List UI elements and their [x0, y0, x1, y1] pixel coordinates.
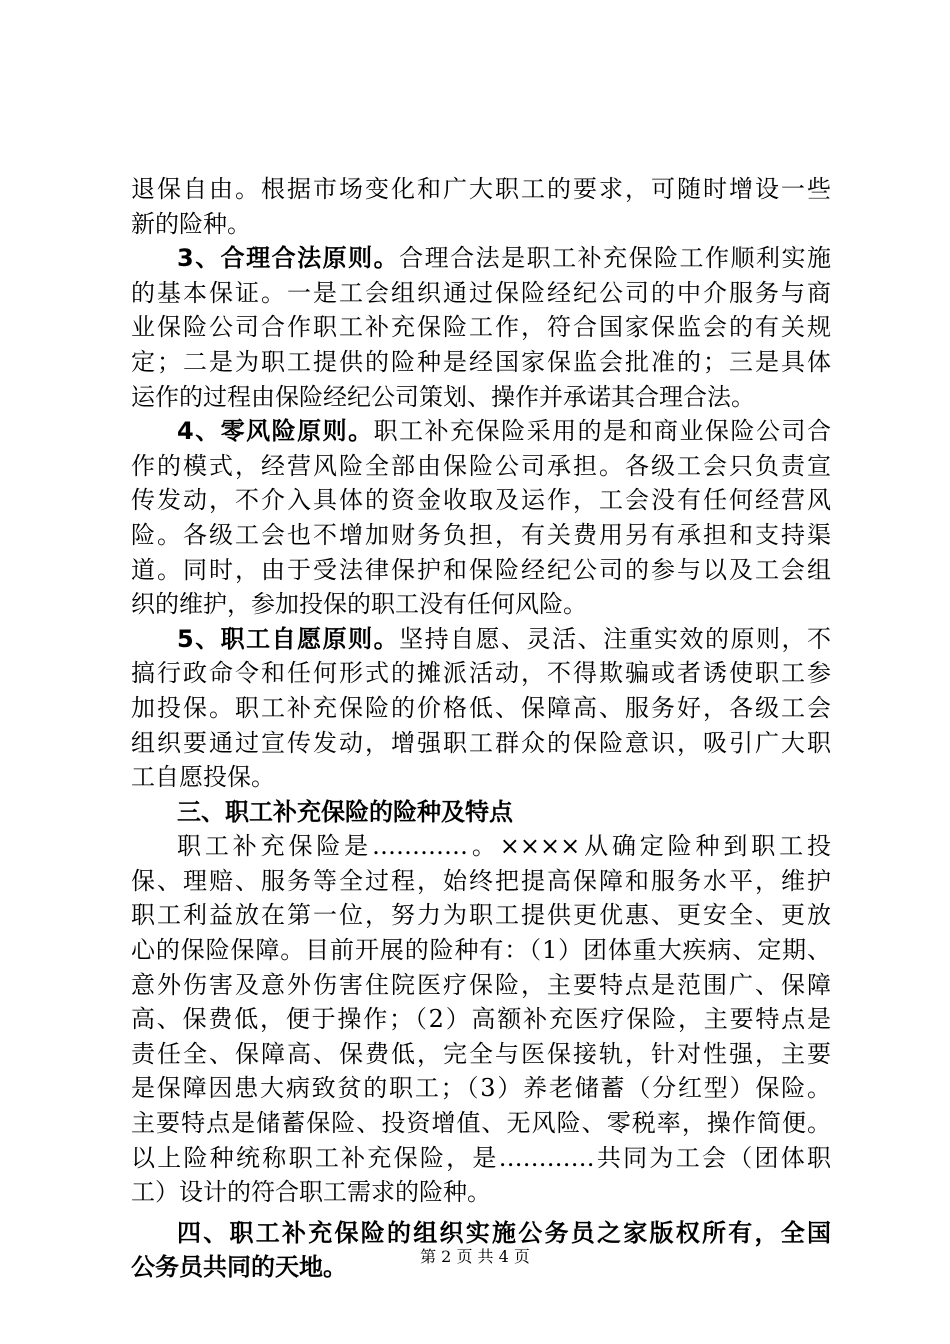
text-line: 传发动，不介入具体的资金收取及运作，工会没有任何经营风 — [131, 486, 831, 515]
section-heading-continuation: 公务员共同的天地。 — [131, 1253, 347, 1282]
text-line: 是保障因患大病致贫的职工；（3）养老储蓄（分红型）保险。 — [131, 1074, 831, 1103]
text-line: 运作的过程由保险经纪公司策划、操作并承诺其合理合法。 — [131, 382, 755, 411]
text-line: 以上险种统称职工补充保险，是…………共同为工会（团体职 — [131, 1143, 831, 1172]
text-span: 坚持自愿、灵活、注重实效的原则，不 — [399, 624, 832, 653]
principle-heading: 5、职工自愿原则。 — [177, 624, 400, 653]
text-line: 保、理赔、服务等全过程，始终把提高保障和服务水平，维护 — [131, 866, 831, 895]
text-line: 搞行政命令和任何形式的摊派活动，不得欺骗或者诱使职工参 — [131, 659, 831, 688]
paragraph-first-line — [131, 414, 831, 449]
paragraph-first-line — [131, 622, 831, 657]
text-line: 意外伤害及意外伤害住院医疗保险，主要特点是范围广、保障 — [131, 970, 831, 999]
text-line: 退保自由。根据市场变化和广大职工的要求，可随时增设一些 — [131, 175, 831, 203]
section-heading: 四、职工补充保险的组织实施公务员之家版权所有，全国 — [177, 1218, 831, 1247]
text-line: 织的维护，参加投保的职工没有任何风险。 — [131, 590, 587, 619]
text-line: 的基本保证。一是工会组织通过保险经纪公司的中介服务与商 — [131, 278, 831, 307]
text-line: 加投保。职工补充保险的价格低、保障高、服务好，各级工会 — [131, 693, 831, 722]
text-line: 高、保费低，便于操作；（2）高额补充医疗保险，主要特点是 — [131, 1005, 831, 1034]
paragraph-first-line: 职工补充保险是…………。××××从确定险种到职工投 — [177, 832, 831, 861]
text-span: 职工补充保险采用的是和商业保险公司合 — [373, 417, 832, 446]
text-line: 新的险种。 — [131, 209, 251, 238]
text-line: 定；二是为职工提供的险种是经国家保监会批准的；三是具体 — [131, 347, 831, 376]
text-line: 组织要通过宣传发动，增强职工群众的保险意识，吸引广大职 — [131, 728, 831, 757]
principle-heading: 3、合理合法原则。 — [177, 244, 400, 273]
text-line: 责任全、保障高、保费低，完全与医保接轨，针对性强，主要 — [131, 1039, 831, 1068]
text-line: 险。各级工会也不增加财务负担，有关费用另有承担和支持渠 — [131, 520, 831, 549]
text-line: 职工利益放在第一位，努力为职工提供更优惠、更安全、更放 — [131, 901, 831, 930]
page-footer: 第 2 页 共 4 页 — [420, 1247, 530, 1266]
principle-heading: 4、零风险原则。 — [177, 417, 374, 446]
text-span: 合理合法是职工补充保险工作顺利实施 — [399, 244, 832, 273]
text-line: 道。同时，由于受法律保护和保险经纪公司的参与以及工会组 — [131, 555, 831, 584]
section-heading: 三、职工补充保险的险种及特点 — [177, 797, 513, 826]
text-line: 心的保险保障。目前开展的险种有：（1）团体重大疾病、定期、 — [131, 936, 831, 965]
text-line: 业保险公司合作职工补充保险工作，符合国家保监会的有关规 — [131, 313, 831, 342]
text-line: 工自愿投保。 — [131, 763, 275, 792]
paragraph-first-line — [131, 241, 831, 276]
document-body — [131, 172, 831, 1285]
text-line: 主要特点是储蓄保险、投资增值、无风险、零税率，操作简便。 — [131, 1109, 831, 1138]
text-line: 作的模式，经营风险全部由保险公司承担。各级工会只负责宣 — [131, 451, 831, 480]
text-line: 工）设计的符合职工需求的险种。 — [131, 1178, 491, 1207]
